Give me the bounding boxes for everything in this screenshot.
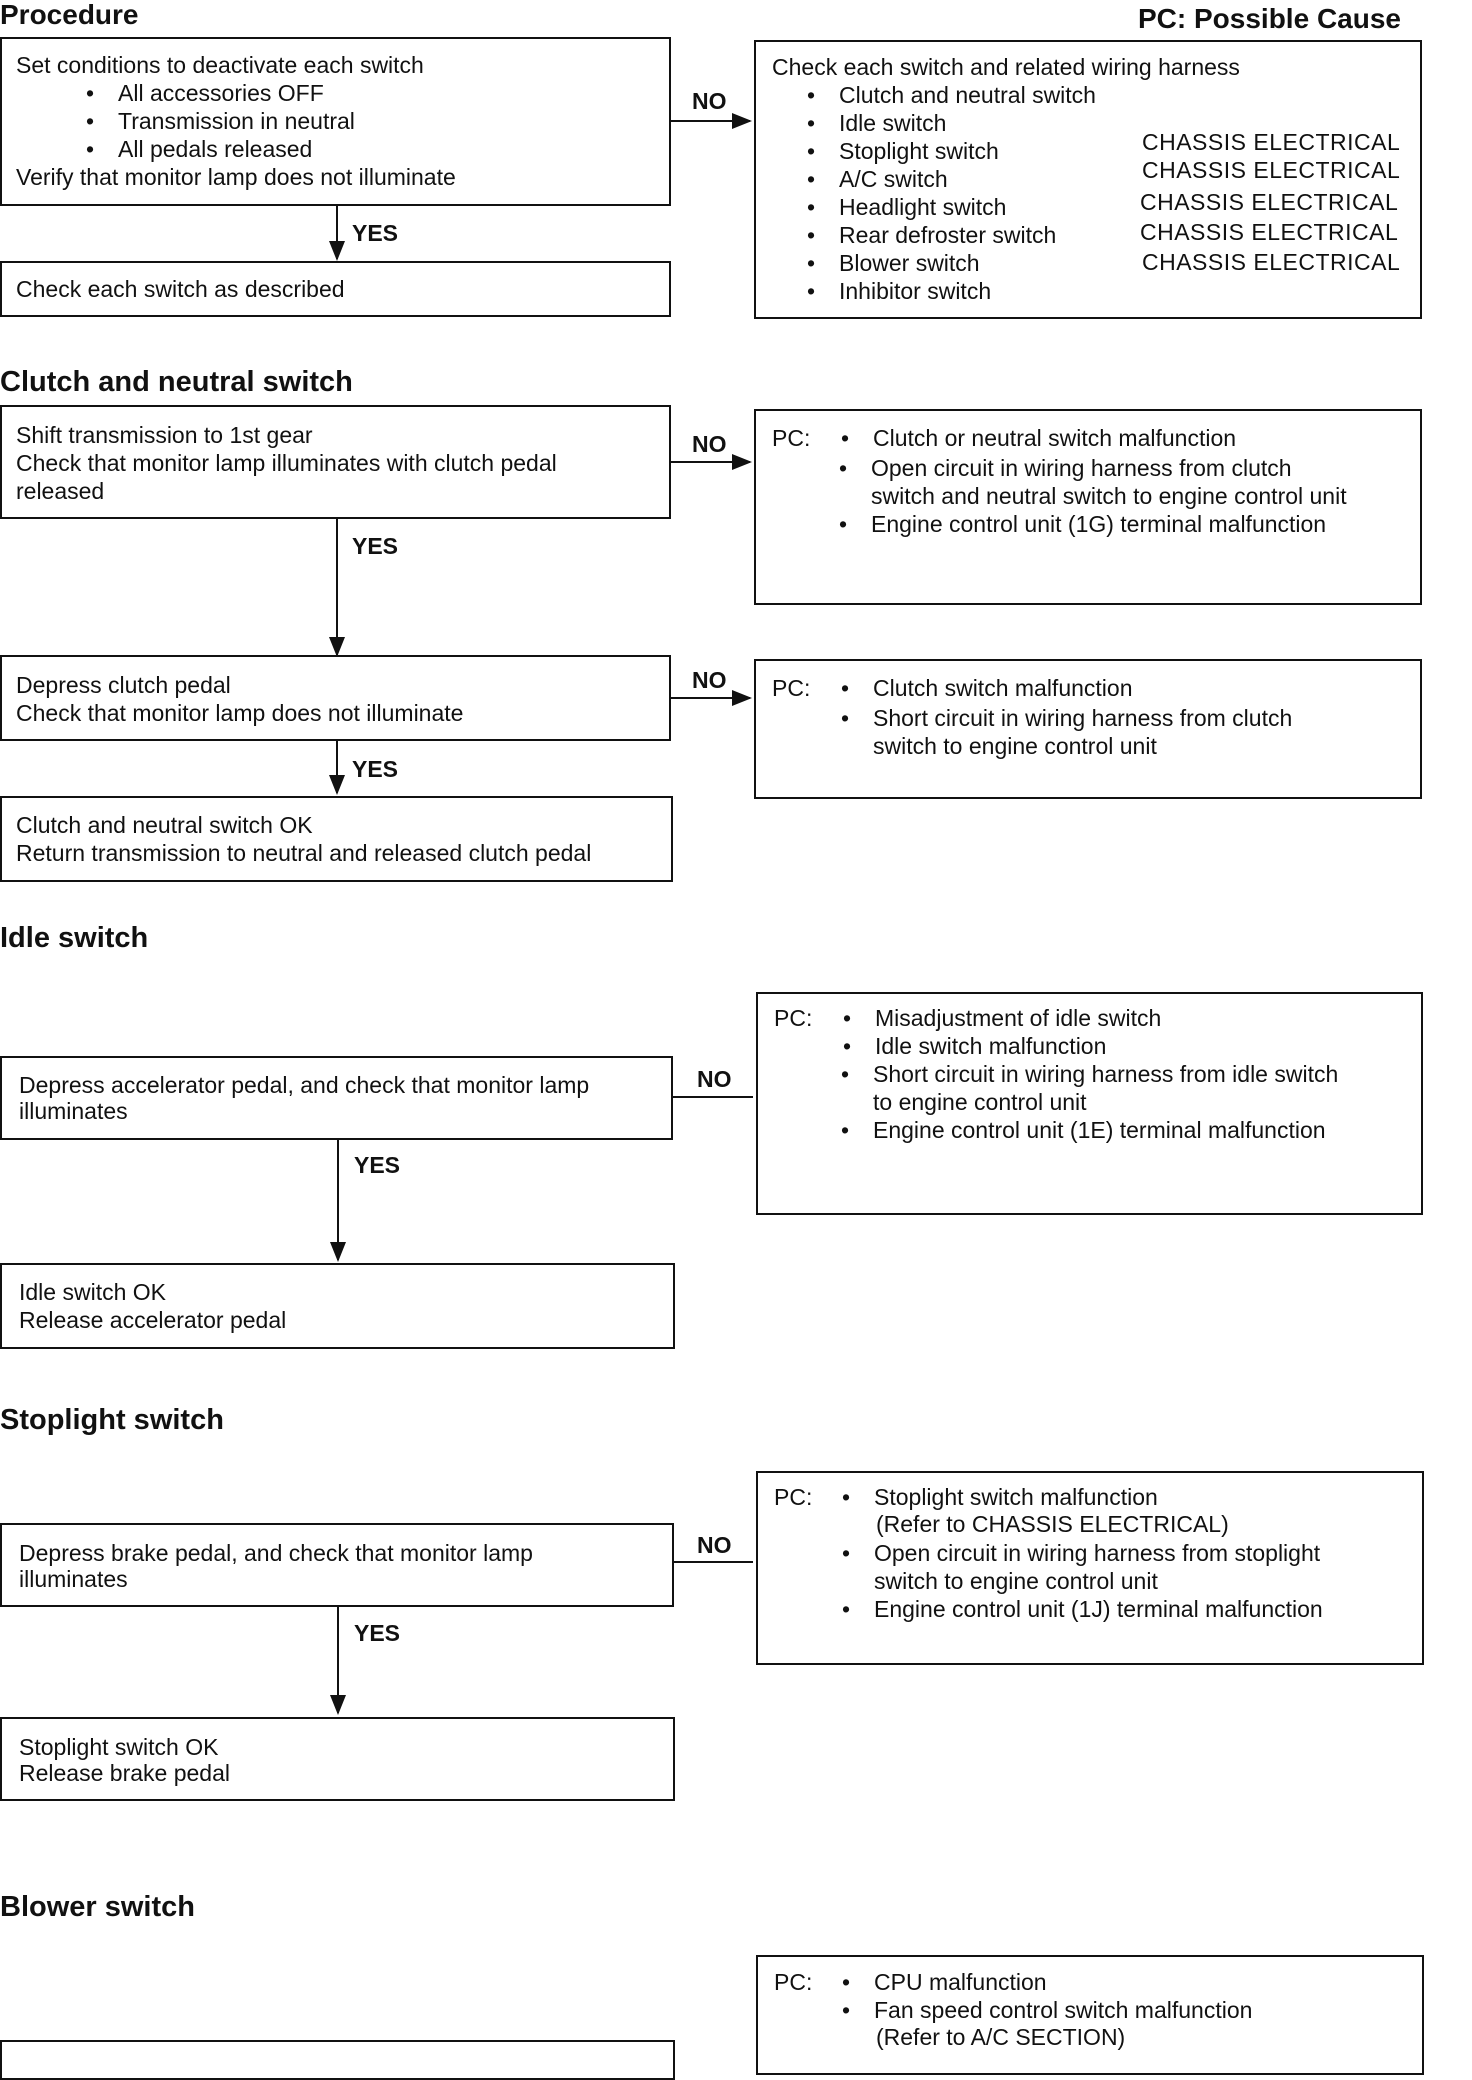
cause-item: • Stoplight switch malfunction: [874, 1483, 1158, 1511]
idle-step1-box: [0, 1056, 673, 1140]
box-text: Depress brake pedal, and check that monitor lamp: [19, 1540, 533, 1566]
intro-check-box: [754, 40, 1422, 319]
reference-note: CHASSIS ELECTRICAL: [1140, 189, 1399, 215]
cause-item: • Short circuit in wiring harness from idle switch: [873, 1060, 1338, 1088]
stoplight-pc-box: [756, 1471, 1424, 1665]
cause-item: • Engine control unit (1J) terminal malfunction: [874, 1595, 1323, 1623]
check-item: • Inhibitor switch: [839, 277, 991, 305]
pc-label: PC:: [774, 1005, 813, 1031]
idle-ok-box: [0, 1263, 675, 1349]
cause-continuation: (Refer to A/C SECTION): [876, 2024, 1126, 2050]
box-text: Depress accelerator pedal, and check that monitor lamp: [19, 1072, 590, 1098]
check-item: • Idle switch: [839, 109, 946, 137]
bullet-item: • All accessories OFF: [118, 79, 324, 107]
box-text: Clutch and neutral switch OK: [16, 812, 313, 838]
yes-label: YES: [352, 220, 399, 246]
box-text: Return transmission to neutral and released clutch pedal: [16, 840, 592, 866]
reference-note: CHASSIS ELECTRICAL: [1140, 219, 1399, 245]
bullet-item: • Transmission in neutral: [118, 107, 355, 135]
box-text: Check that monitor lamp illuminates with clutch pedal: [16, 450, 557, 476]
pc-label: PC:: [772, 675, 811, 701]
box-text: illuminates: [19, 1566, 128, 1592]
section-title-stoplight: Stoplight switch: [0, 1404, 224, 1436]
pc-label: PC:: [774, 1969, 813, 1995]
check-item: • Blower switch: [839, 249, 980, 277]
box-text: Release accelerator pedal: [19, 1307, 287, 1333]
cause-continuation: (Refer to CHASSIS ELECTRICAL): [876, 1511, 1229, 1537]
no-label: NO: [692, 431, 727, 457]
box-text: Check each switch as described: [16, 276, 345, 302]
check-item: • Clutch and neutral switch: [839, 81, 1096, 109]
clutch-step2-box: [0, 655, 671, 741]
cause-item: • Engine control unit (1G) terminal malfunction: [871, 510, 1326, 538]
yes-label: YES: [354, 1152, 401, 1178]
yes-label: YES: [352, 756, 399, 782]
cause-item: • Fan speed control switch malfunction: [874, 1996, 1252, 2024]
clutch-pc1-box: [754, 409, 1422, 605]
check-item: • Stoplight switch: [839, 137, 999, 165]
bullet-item: • All pedals released: [118, 135, 312, 163]
procedure-heading: Procedure: [0, 0, 139, 30]
reference-note: CHASSIS ELECTRICAL: [1142, 157, 1401, 183]
stoplight-step1-box: [0, 1523, 674, 1607]
section-title-blower: Blower switch: [0, 1891, 195, 1923]
clutch-step1-box: [0, 405, 671, 519]
check-item: • Rear defroster switch: [839, 221, 1056, 249]
idle-pc-box: [756, 992, 1423, 1215]
pc-label: PC:: [774, 1484, 813, 1510]
no-label: NO: [692, 667, 727, 693]
cause-item: • CPU malfunction: [874, 1968, 1047, 1996]
pc-label: PC:: [772, 425, 811, 451]
yes-label: YES: [354, 1620, 401, 1646]
box-text: Shift transmission to 1st gear: [16, 422, 313, 448]
pc-legend: PC: Possible Cause: [1138, 3, 1401, 34]
cause-item: • Short circuit in wiring harness from clutch: [873, 704, 1292, 732]
no-label: NO: [692, 88, 727, 114]
blower-step1-box: [0, 2040, 675, 2080]
cause-item: • Open circuit in wiring harness from clutch: [871, 454, 1292, 482]
cause-continuation: switch and neutral switch to engine control unit: [871, 483, 1347, 509]
box-text: Release brake pedal: [19, 1760, 230, 1786]
reference-note: CHASSIS ELECTRICAL: [1142, 249, 1401, 275]
clutch-pc2-box: [754, 659, 1422, 799]
box-text: Idle switch OK: [19, 1279, 166, 1305]
box-text: Verify that monitor lamp does not illuminate: [16, 164, 456, 190]
box-text: Stoplight switch OK: [19, 1734, 219, 1760]
clutch-ok-box: [0, 796, 673, 882]
cause-item: • Clutch or neutral switch malfunction: [873, 424, 1236, 452]
yes-label: YES: [352, 533, 399, 559]
box-text: Check each switch and related wiring harness: [772, 54, 1240, 80]
cause-continuation: switch to engine control unit: [874, 1568, 1158, 1594]
cause-item: • Engine control unit (1E) terminal malfunction: [873, 1116, 1326, 1144]
cause-item: • Idle switch malfunction: [875, 1032, 1106, 1060]
box-text: released: [16, 478, 105, 504]
intro-step-box: [0, 37, 671, 206]
cause-continuation: to engine control unit: [873, 1089, 1087, 1115]
cause-continuation: switch to engine control unit: [873, 733, 1157, 759]
intro-next-box: [0, 261, 671, 317]
cause-item: • Misadjustment of idle switch: [875, 1004, 1161, 1032]
cause-item: • Clutch switch malfunction: [873, 674, 1133, 702]
check-item: • Headlight switch: [839, 193, 1006, 221]
box-text: Depress clutch pedal: [16, 672, 231, 698]
box-text: Set conditions to deactivate each switch: [16, 52, 424, 78]
reference-note: CHASSIS ELECTRICAL: [1142, 129, 1401, 155]
no-label: NO: [697, 1532, 732, 1558]
blower-pc-box: [756, 1955, 1424, 2075]
section-title-clutch: Clutch and neutral switch: [0, 366, 353, 398]
cause-item: • Open circuit in wiring harness from stoplight: [874, 1539, 1320, 1567]
check-item: • A/C switch: [839, 165, 948, 193]
section-title-idle: Idle switch: [0, 922, 149, 954]
no-label: NO: [697, 1066, 732, 1092]
box-text: illuminates: [19, 1098, 128, 1124]
box-text: Check that monitor lamp does not illuminate: [16, 700, 464, 726]
stoplight-ok-box: [0, 1717, 675, 1801]
